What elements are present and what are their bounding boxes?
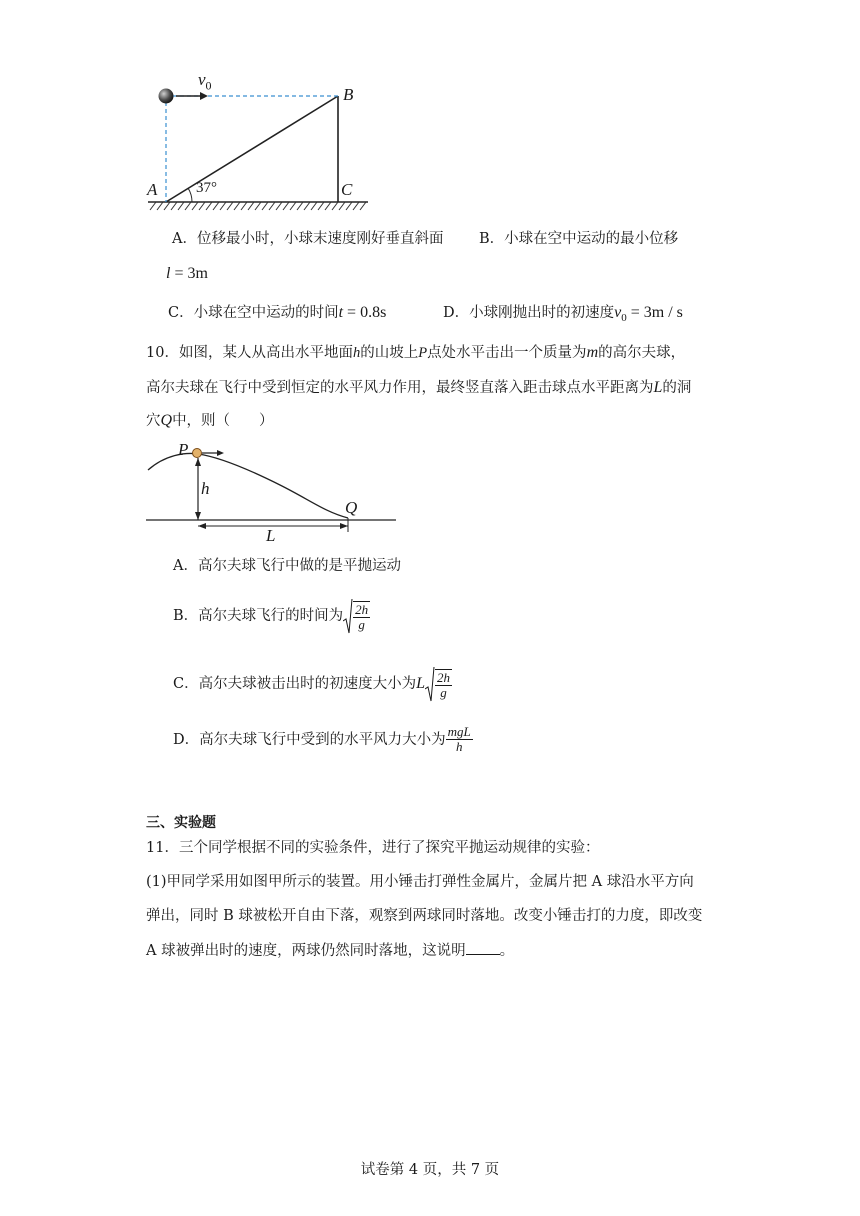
q11-line2: (1)甲同学采用如图甲所示的装置。用小锤击打弹性金属片，金属片把 A 球沿水平方向 [146, 874, 694, 890]
q10-option-d: D．高尔夫球飞行中受到的水平风力大小为 $\frac{\text{mgL}}{h}$ [173, 724, 471, 754]
label-v0: $v_0$ [198, 70, 212, 93]
q11-line4: A 球被弹出时的速度，两球仍然同时落地，这说明 。 [146, 940, 514, 961]
fig2-label-L: L [266, 526, 276, 545]
fig2-label-P: P [178, 440, 189, 459]
q10-option-b: B．高尔夫球飞行的时间为 $\frac{2h}{g}$ [173, 597, 370, 635]
section-title: 三、实验题 [146, 815, 216, 831]
sqrt-symbol: $\frac{2h}{g}$ [425, 665, 452, 703]
q10-line3: 穴Q中，则（ ） [146, 412, 274, 429]
label-A: A [147, 180, 158, 199]
q9-option-c: C．小球在空中运动的时间t = 0.8s [168, 304, 387, 321]
label-C: C [341, 180, 353, 199]
sqrt-symbol: $\frac{2h}{g}$ [343, 597, 370, 635]
q9-option-a: A．位移最小时，小球末速度刚好垂直斜面 [172, 231, 444, 247]
q10-line1: 10．如图，某人从高出水平地面h的山坡上P点处水平击出一个质量为m的高尔夫球， [146, 344, 686, 361]
fig2-label-h: h [201, 479, 210, 498]
answer-blank[interactable] [466, 940, 500, 955]
page-footer: 试卷第 4 页，共 7 页 [360, 1162, 500, 1178]
q9-option-b: B．小球在空中运动的最小位移 [479, 231, 679, 247]
q11-line1: 11．三个同学根据不同的实验条件，进行了探究平抛运动规律的实验： [146, 840, 600, 856]
q11-line3: 弹出，同时 B 球被松开自由下落，观察到两球同时落地。改变小锤击打的力度，即改变 [146, 908, 703, 924]
label-angle: 37° [196, 180, 217, 196]
q10-line2: 高尔夫球在飞行中受到恒定的水平风力作用，最终竖直落入距击球点水平距离为L的洞 [146, 379, 692, 396]
q10-option-a: A．高尔夫球飞行中做的是平抛运动 [173, 558, 401, 574]
q9-option-b-value: l = 3m [166, 265, 208, 282]
fig2-label-Q: Q [345, 498, 358, 517]
label-B: B [343, 85, 354, 104]
q10-option-c: C．高尔夫球被击出时的初速度大小为 L $\frac{2h}{g}$ [173, 665, 452, 703]
q9-option-d: D．小球刚抛出时的初速度$v_0 = 3m / s$ [443, 304, 683, 325]
